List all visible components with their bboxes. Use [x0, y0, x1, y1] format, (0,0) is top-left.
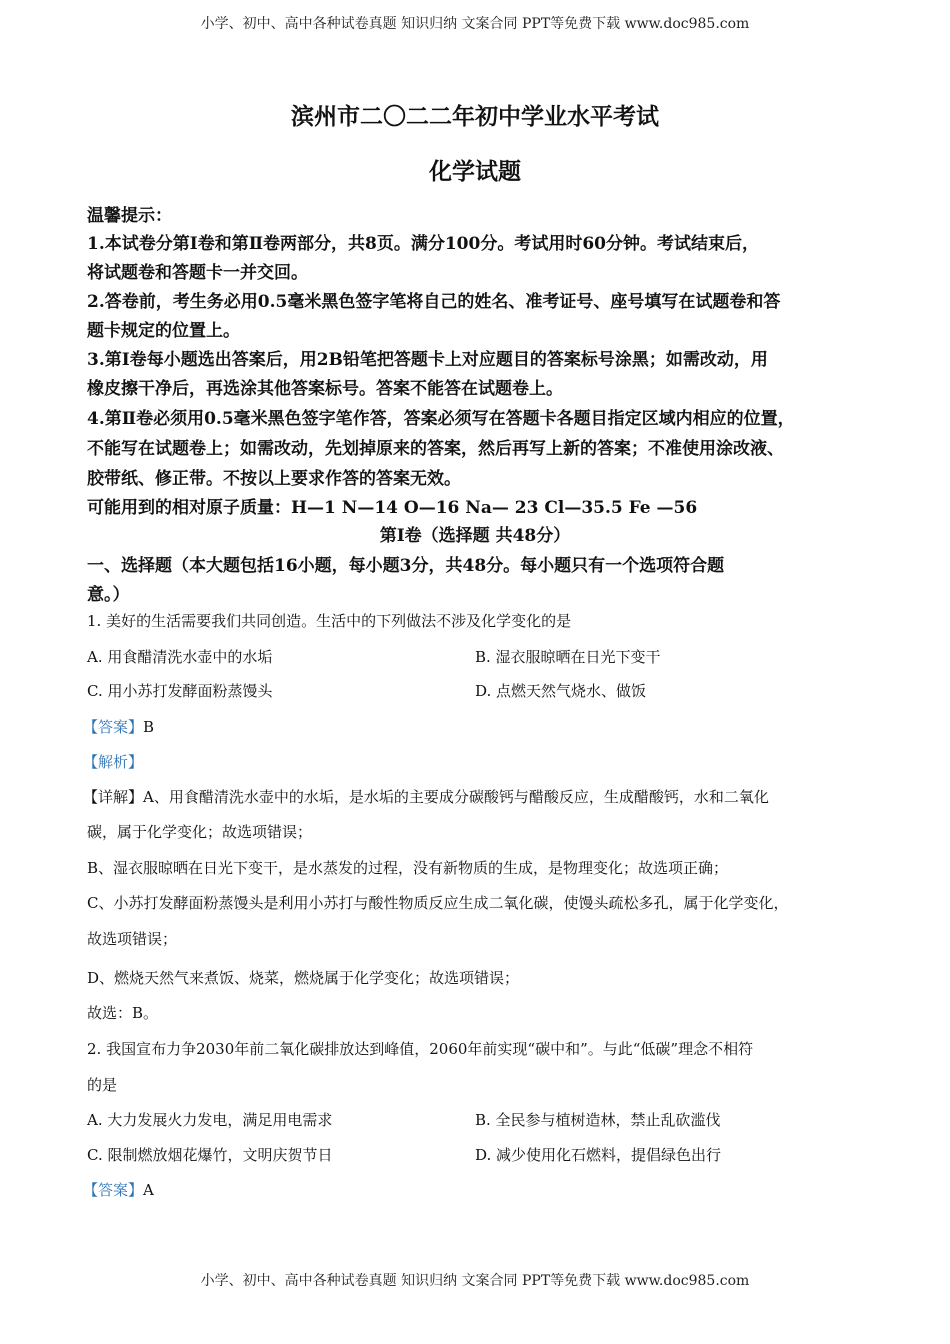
page-footer: 小学、初中、高中各种试卷真题 知识归纳 文案合同 PPT等免费下载 www.doc985.com [200, 1273, 750, 1289]
q2-option-d: D. 减少使用化石燃料，提倡绿色出行 [475, 1146, 722, 1164]
q1-option-a: A. 用食醋清洗水壶中的水垢 [87, 648, 273, 666]
section-heading: 一、选择题（本大题包括16小题，每小题3分，共48分。每小题只有一个选项符合题 [87, 556, 725, 576]
notice-line: 3.第Ⅰ卷每小题选出答案后，用2B铅笔把答题卡上对应题目的答案标号涂黑；如需改动，用 [87, 350, 768, 370]
q1-option-b: B. 湿衣服晾晒在日光下变干 [475, 648, 661, 666]
q2-option-b: B. 全民参与植树造林，禁止乱砍滥伐 [475, 1111, 721, 1129]
exam-subtitle: 化学试题 [429, 158, 521, 185]
question-1-stem: 1. 美好的生活需要我们共同创造。生活中的下列做法不涉及化学变化的是 [87, 612, 572, 630]
notice-heading: 温馨提示： [87, 206, 172, 226]
answer-label: 【答案】 [83, 718, 144, 736]
notice-line: 1.本试卷分第Ⅰ卷和第Ⅱ卷两部分，共8页。满分100分。考试用时60分钟。考试结束后， [87, 234, 759, 254]
q1-detail [83, 786, 769, 807]
answer-value: A [143, 1181, 154, 1199]
notice-line: 橡皮擦干净后，再选涂其他答案标号。答案不能答在试题卷上。 [87, 379, 563, 399]
notice-line: 2.答卷前，考生务必用0.5毫米黑色签字笔将自己的姓名、准考证号、座号填写在试题卷和答 [87, 292, 781, 312]
section-heading: 意。） [87, 585, 130, 605]
detail-line: 碳，属于化学变化；故选项错误； [87, 823, 313, 841]
detail-line: B、湿衣服晾晒在日光下变干，是水蒸发的过程，没有新物质的生成，是物理变化；故选项正确； [87, 859, 729, 877]
q1-option-d: D. 点燃天然气烧水、做饭 [475, 682, 647, 700]
question-2-stem: 2. 我国宣布力争2030年前二氧化碳排放达到峰值，2060年前实现“碳中和”。与此“低碳”理念不相符 [87, 1040, 754, 1058]
notice-line: 不能写在试题卷上；如需改动，先划掉原来的答案，然后再写上新的答案；不准使用涂改液、 [87, 439, 784, 459]
analysis-label: 【解析】 [83, 753, 144, 771]
notice-line: 将试题卷和答题卡一并交回。 [87, 263, 308, 283]
q2-answer [83, 1179, 154, 1200]
detail-line: A、用食醋清洗水壶中的水垢，是水垢的主要成分碳酸钙与醋酸反应，生成醋酸钙，水和二氧化 [143, 788, 769, 806]
detail-line: 故选：B。 [87, 1004, 159, 1022]
answer-value: B [143, 718, 155, 736]
q2-option-a: A. 大力发展火力发电，满足用电需求 [87, 1111, 333, 1129]
atomic-mass: 可能用到的相对原子质量：H—1 N—14 O—16 Na— 23 Cl—35.5 Fe —56 [87, 498, 698, 518]
detail-line: 故选项错误； [87, 930, 178, 948]
detail-line: C、小苏打发酵面粉蒸馒头是利用小苏打与酸性物质反应生成二氧化碳，使馒头疏松多孔，属于化学变化， [87, 894, 789, 912]
notice-line: 题卡规定的位置上。 [87, 321, 240, 341]
exam-title: 滨州市二〇二二年初中学业水平考试 [291, 103, 659, 130]
q1-option-c: C. 用小苏打发酵面粉蒸馒头 [87, 682, 273, 700]
q1-answer [83, 716, 154, 737]
page-header: 小学、初中、高中各种试卷真题 知识归纳 文案合同 PPT等免费下载 www.doc985.com [200, 16, 750, 32]
detail-label: 【详解】 [83, 788, 144, 806]
answer-label: 【答案】 [83, 1181, 144, 1199]
q2-option-c: C. 限制燃放烟花爆竹，文明庆贺节日 [87, 1146, 333, 1164]
notice-line: 胶带纸、修正带。不按以上要求作答的答案无效。 [87, 469, 461, 489]
detail-line: D、燃烧天然气来煮饭、烧菜，燃烧属于化学变化；故选项错误； [87, 969, 520, 987]
part-heading: 第Ⅰ卷（选择题 共48分） [379, 526, 571, 546]
notice-line: 4.第Ⅱ卷必须用0.5毫米黑色签字笔作答，答案必须写在答题卡各题目指定区域内相应的位置， [87, 409, 795, 429]
question-2-stem: 的是 [87, 1076, 118, 1094]
